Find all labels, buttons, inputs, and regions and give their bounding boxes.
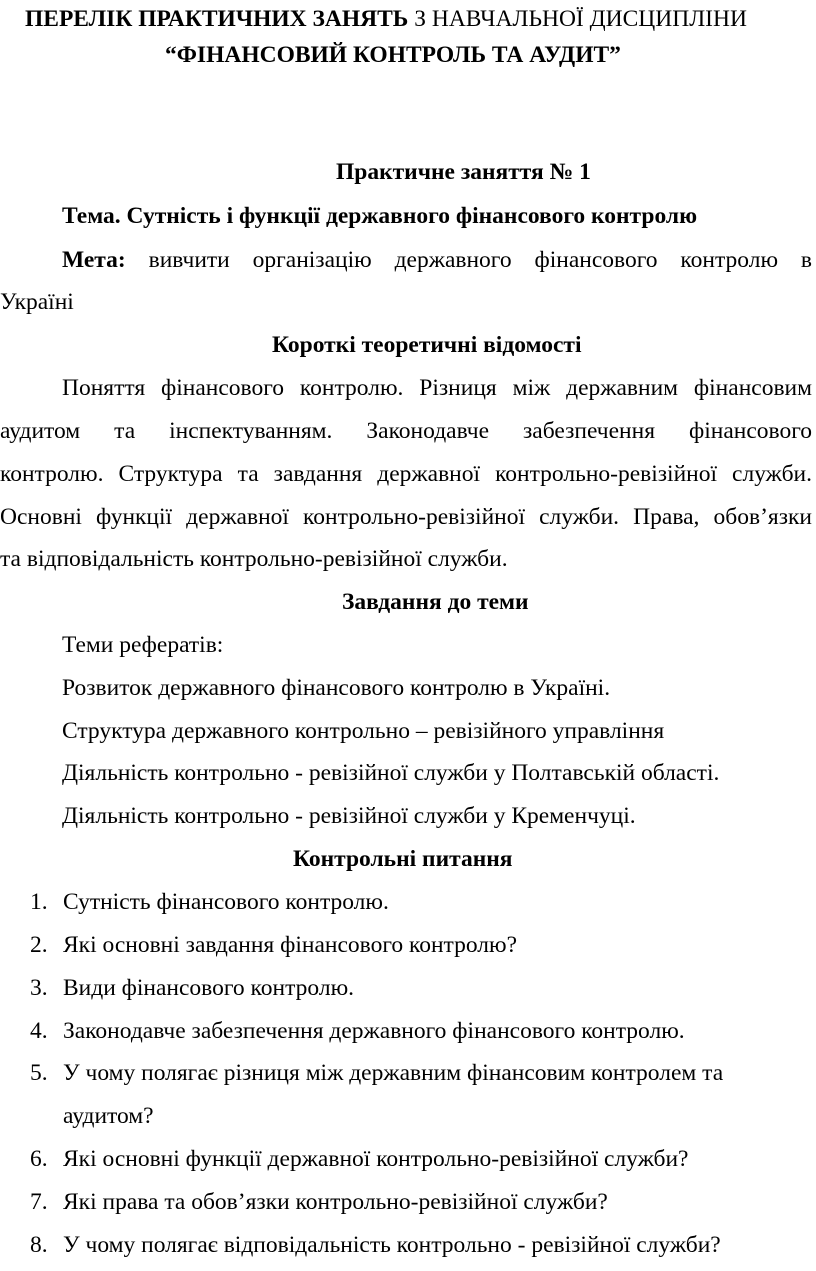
tasks-heading: Завдання до теми	[342, 589, 529, 615]
lesson-goal	[62, 249, 812, 273]
theory-line: аудитом та інспектуванням. Законодавче забезпечення фінансового	[0, 418, 812, 444]
theory-line: контролю. Структура та завдання державної контрольно-ревізійної служби.	[0, 461, 812, 487]
question-number: 3.	[30, 975, 48, 1001]
question-number: 7.	[30, 1189, 48, 1215]
essay-topic: Діяльність контрольно - ревізійної служби у Полтавській області.	[62, 760, 720, 786]
question-text: Види фінансового контролю.	[63, 975, 354, 1001]
questions-heading: Контрольні питання	[293, 846, 513, 872]
question-text: Сутність фінансового контролю.	[63, 889, 389, 915]
question-number: 2.	[30, 932, 48, 958]
essay-topic: Розвиток державного фінансового контролю в Україні.	[62, 675, 611, 701]
theory-line: та відповідальність контрольно-ревізійної служби.	[0, 546, 508, 572]
essay-topic: Діяльність контрольно - ревізійної служби у Кременчуці.	[62, 803, 636, 829]
question-number: 4.	[30, 1018, 48, 1044]
goal-text-continued: Україні	[0, 289, 74, 315]
question-text: У чому полягає відповідальність контрольно - ревізійної служби?	[63, 1232, 721, 1258]
question-text-continued: аудитом?	[63, 1103, 154, 1129]
lesson-topic: Тема. Сутність і функції державного фінансового контролю	[62, 203, 698, 229]
goal-text: вивчити організацію державного фінансового контролю в	[148, 247, 812, 273]
document-header-line1	[25, 8, 747, 32]
goal-label: Мета:	[62, 247, 126, 273]
question-number: 8.	[30, 1232, 48, 1258]
theory-line: Основні функції державної контрольно-ревізійної служби. Права, обов’язки	[0, 504, 812, 530]
essay-topic: Структура державного контрольно – ревізійного управління	[62, 718, 665, 744]
course-title: “ФІНАНСОВИЙ КОНТРОЛЬ ТА АУДИТ”	[165, 42, 621, 68]
question-text: У чому полягає різниця між державним фінансовим контролем та	[63, 1060, 724, 1086]
question-text: Які основні функції державної контрольно-ревізійної служби?	[63, 1146, 689, 1172]
question-text: Які права та обов’язки контрольно-ревізійної служби?	[63, 1189, 608, 1215]
theory-heading: Короткі теоретичні відомості	[272, 332, 582, 358]
tasks-intro: Теми рефератів:	[62, 632, 224, 658]
question-text: Законодавче забезпечення державного фінансового контролю.	[63, 1018, 685, 1044]
header-bold-part: ПЕРЕЛІК ПРАКТИЧНИХ ЗАНЯТЬ	[25, 6, 409, 32]
question-number: 5.	[30, 1060, 48, 1086]
question-number: 1.	[30, 889, 48, 915]
lesson-title: Практичне заняття № 1	[336, 159, 591, 185]
theory-line: Поняття фінансового контролю. Різниця між державним фінансовим	[62, 375, 812, 401]
header-regular-part: З НАВЧАЛЬНОЇ ДИСЦИПЛІНИ	[408, 6, 747, 32]
question-number: 6.	[30, 1146, 48, 1172]
question-text: Які основні завдання фінансового контролю?	[63, 932, 518, 958]
